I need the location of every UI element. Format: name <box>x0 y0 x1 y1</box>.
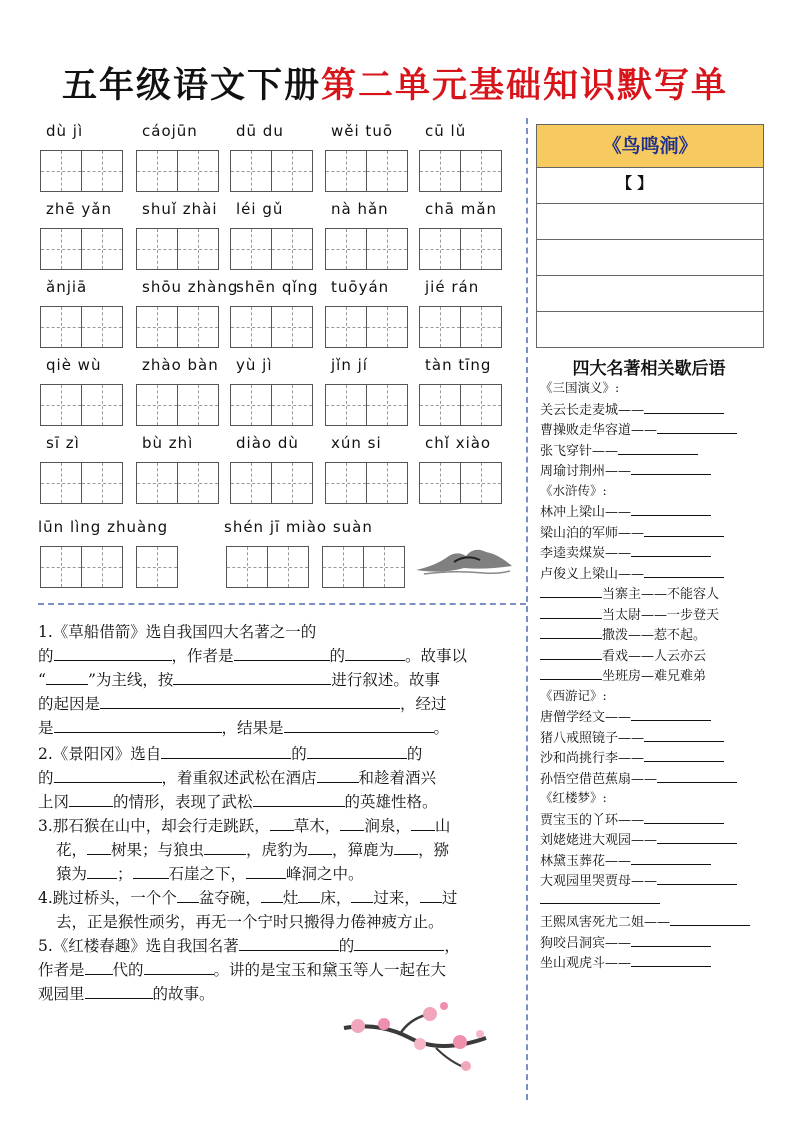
answer-blank[interactable] <box>657 831 737 844</box>
xiehouyu-item <box>540 583 719 602</box>
pinyin-label: dū du <box>236 122 284 140</box>
answer-blank[interactable] <box>631 462 711 475</box>
xiehouyu-text: 《西游记》: <box>540 687 607 703</box>
writing-box[interactable] <box>366 306 408 348</box>
question-5-line-3: 观园里 的故事。 <box>38 985 215 1003</box>
writing-box[interactable] <box>230 228 272 270</box>
writing-box-group[interactable] <box>136 384 218 426</box>
writing-box-group[interactable] <box>40 306 122 348</box>
pinyin-label: diào dù <box>236 434 299 452</box>
answer-blank[interactable] <box>644 811 724 824</box>
xiehouyu-text: 撒泼——惹不起。 <box>602 628 707 643</box>
poem-line[interactable] <box>537 312 763 347</box>
question-3-line-2: 花， 树果；与狼虫 ，虎豹为 ，獐鹿为 ，猕 <box>56 841 450 859</box>
answer-blank[interactable] <box>54 718 222 733</box>
xiehouyu-text: 李逵卖煤炭—— <box>540 546 632 561</box>
writing-box[interactable] <box>177 384 219 426</box>
answer-blank[interactable] <box>670 913 750 926</box>
answer-blank[interactable] <box>345 646 405 661</box>
writing-box[interactable] <box>271 228 313 270</box>
answer-blank[interactable] <box>173 670 331 685</box>
writing-box[interactable] <box>40 462 82 504</box>
pinyin-label: wěi tuō <box>331 122 393 140</box>
pinyin-label: dù jì <box>46 122 84 140</box>
answer-blank[interactable] <box>644 565 724 578</box>
book-category <box>540 788 607 806</box>
poem-line[interactable] <box>537 204 763 240</box>
question-4-line-1: 4.跳过桥头，一个个 盆夺碗， 灶 床， 过来， 过 <box>38 889 458 907</box>
writing-box[interactable] <box>81 546 123 588</box>
xiehouyu-item <box>540 850 711 869</box>
xiehouyu-text: 大观园里哭贾母—— <box>540 874 658 889</box>
writing-box-group[interactable] <box>419 228 501 270</box>
answer-blank[interactable] <box>631 708 711 721</box>
title-red: 第二单元基础知识默写单 <box>321 65 729 106</box>
pinyin-label: cū lǔ <box>425 122 467 140</box>
writing-box-group[interactable] <box>230 150 312 192</box>
answer-blank[interactable] <box>644 729 724 742</box>
answer-blank[interactable] <box>351 888 373 903</box>
xiehouyu-title: 四大名著相关歇后语 <box>572 359 726 379</box>
writing-box-group[interactable] <box>325 306 407 348</box>
answer-blank[interactable] <box>540 647 602 660</box>
answer-blank[interactable] <box>657 421 737 434</box>
answer-blank[interactable] <box>69 792 113 807</box>
xiehouyu-text: 《三国演义》: <box>540 380 620 395</box>
answer-blank[interactable] <box>261 888 283 903</box>
xiehouyu-item <box>540 419 737 438</box>
writing-box[interactable] <box>177 306 219 348</box>
answer-blank[interactable] <box>87 864 117 879</box>
xiehouyu-text: 刘姥姥进大观园—— <box>540 833 658 848</box>
writing-box[interactable] <box>81 462 123 504</box>
poem-title: 《鸟鸣涧》 <box>537 125 763 168</box>
writing-box[interactable] <box>230 150 272 192</box>
mountain-ink-icon <box>414 540 514 580</box>
horizontal-divider <box>38 603 526 605</box>
xiehouyu-item <box>540 542 711 561</box>
xiehouyu-item <box>540 727 724 746</box>
writing-box[interactable] <box>40 150 82 192</box>
xiehouyu-item <box>540 522 724 541</box>
xiehouyu-text: 关云长走麦城—— <box>540 402 645 418</box>
answer-blank[interactable] <box>46 670 88 685</box>
xiehouyu-text: 贾宝玉的丫环—— <box>540 812 645 828</box>
pinyin-label: sī zì <box>46 434 80 452</box>
xiehouyu-text: 《水浒传》: <box>540 482 607 498</box>
writing-box[interactable] <box>177 150 219 192</box>
answer-blank[interactable] <box>133 864 169 879</box>
writing-box[interactable] <box>81 306 123 348</box>
poem-line[interactable] <box>537 168 763 204</box>
writing-box-group[interactable] <box>230 462 312 504</box>
writing-box-group[interactable] <box>325 384 407 426</box>
pinyin-label: shén jī miào suàn <box>224 518 373 536</box>
writing-box[interactable] <box>271 462 313 504</box>
xiehouyu-text: 当太尉——一步登天 <box>602 607 720 623</box>
xiehouyu-text: 林黛玉葬花—— <box>540 853 632 869</box>
writing-box[interactable] <box>136 384 178 426</box>
answer-blank[interactable] <box>618 442 698 455</box>
writing-box[interactable] <box>325 150 367 192</box>
answer-blank[interactable] <box>144 960 214 975</box>
writing-box[interactable] <box>460 462 502 504</box>
xiehouyu-text: 坐班房—难兄难弟 <box>602 669 707 684</box>
xiehouyu-text: 王熙凤害死尤二姐—— <box>540 915 671 930</box>
writing-box-group[interactable] <box>40 150 122 192</box>
pinyin-label: tuōyán <box>331 278 390 296</box>
answer-blank[interactable] <box>54 646 172 661</box>
answer-blank[interactable] <box>540 626 602 639</box>
writing-box-group[interactable] <box>226 546 308 588</box>
writing-box[interactable] <box>136 306 178 348</box>
pinyin-label: chā mǎn <box>425 200 498 218</box>
xiehouyu-item <box>540 706 711 725</box>
writing-box-group[interactable] <box>40 462 122 504</box>
xiehouyu-text: 《红楼梦》: <box>540 790 607 805</box>
writing-box[interactable] <box>226 546 268 588</box>
writing-box[interactable] <box>271 150 313 192</box>
xiehouyu-item <box>540 768 737 787</box>
answer-blank[interactable] <box>340 816 364 831</box>
question-1-line-4: 的起因是 ，经过 <box>38 695 447 713</box>
writing-box-group[interactable] <box>136 150 218 192</box>
question-3-line-3: 猿为 ； 石崖之下， 峰洞之中。 <box>56 865 364 883</box>
xiehouyu-text: 曹操败走华容道—— <box>540 423 658 438</box>
xiehouyu-text: 周瑜讨荆州—— <box>540 464 632 479</box>
answer-blank[interactable] <box>284 718 434 733</box>
vertical-divider <box>526 118 528 1100</box>
writing-box-group[interactable] <box>230 228 312 270</box>
answer-blank[interactable] <box>631 954 711 967</box>
pinyin-label: zhē yǎn <box>46 200 112 218</box>
writing-box[interactable] <box>271 384 313 426</box>
xiehouyu-item <box>540 399 724 418</box>
answer-blank[interactable] <box>239 936 339 951</box>
writing-box[interactable] <box>419 306 461 348</box>
pinyin-label: jǐn jí <box>331 356 368 374</box>
answer-blank[interactable] <box>308 840 332 855</box>
writing-box[interactable] <box>136 228 178 270</box>
writing-box[interactable] <box>40 384 82 426</box>
writing-box[interactable] <box>366 384 408 426</box>
poem-line[interactable] <box>537 240 763 276</box>
question-5-line-2: 作者是 代的 。讲的是宝玉和黛玉等人一起在大 <box>38 961 447 979</box>
pinyin-label: tàn tīng <box>425 356 492 374</box>
pinyin-label: xún si <box>331 434 382 452</box>
answer-blank[interactable] <box>253 792 345 807</box>
question-4-line-2: 去，正是猴性顽劣，再无一个宁时只搬得力倦神疲方止。 <box>56 913 444 931</box>
writing-box-group[interactable] <box>322 546 404 588</box>
answer-blank[interactable] <box>540 606 602 619</box>
writing-box[interactable] <box>460 384 502 426</box>
poem-box <box>536 124 764 348</box>
writing-box-group[interactable] <box>136 306 218 348</box>
answer-blank[interactable] <box>100 694 400 709</box>
writing-box[interactable] <box>40 306 82 348</box>
writing-box-group[interactable] <box>419 462 501 504</box>
question-1-line-1: 1.《草船借箭》选自我国四大名著之一的 <box>38 623 317 641</box>
writing-box-group[interactable] <box>136 228 218 270</box>
xiehouyu-text: 唐僧学经文—— <box>540 710 632 725</box>
writing-box-group[interactable] <box>230 306 312 348</box>
xiehouyu-item <box>540 563 724 582</box>
question-3-line-1: 3.那石猴在山中，却会行走跳跃， 草木， 涧泉， 山 <box>38 817 451 835</box>
pinyin-label: chǐ xiào <box>425 434 492 452</box>
answer-blank[interactable] <box>657 872 737 885</box>
xiehouyu-item <box>540 911 750 930</box>
xiehouyu-text: 沙和尚挑行李—— <box>540 751 645 766</box>
xiehouyu-item <box>540 932 711 951</box>
writing-box[interactable] <box>230 306 272 348</box>
answer-blank[interactable] <box>234 646 330 661</box>
writing-box[interactable] <box>460 306 502 348</box>
plum-blossom-icon <box>340 998 490 1078</box>
writing-box[interactable] <box>230 384 272 426</box>
answer-blank[interactable] <box>354 936 444 951</box>
pinyin-label: ǎnjiā <box>46 278 88 296</box>
answer-blank[interactable] <box>631 503 711 516</box>
writing-box-group[interactable] <box>325 150 407 192</box>
writing-box[interactable] <box>267 546 309 588</box>
writing-box[interactable] <box>419 462 461 504</box>
writing-box[interactable] <box>325 228 367 270</box>
writing-box[interactable] <box>325 384 367 426</box>
xiehouyu-text: 梁山泊的军师—— <box>540 525 645 541</box>
xiehouyu-text: 林冲上梁山—— <box>540 505 632 520</box>
writing-box[interactable] <box>271 306 313 348</box>
xiehouyu-item <box>540 870 737 889</box>
answer-blank[interactable] <box>644 524 724 537</box>
writing-box[interactable] <box>363 546 405 588</box>
writing-box-group[interactable] <box>40 546 122 588</box>
xiehouyu-item <box>540 952 711 971</box>
writing-box[interactable] <box>136 546 178 588</box>
answer-blank[interactable] <box>540 891 660 904</box>
writing-box-group[interactable] <box>419 384 501 426</box>
xiehouyu-item <box>540 460 711 479</box>
writing-box[interactable] <box>81 228 123 270</box>
writing-box[interactable] <box>230 462 272 504</box>
writing-box[interactable] <box>325 462 367 504</box>
title-black: 五年级语文下册 <box>61 65 321 106</box>
answer-blank[interactable] <box>411 816 435 831</box>
writing-box-group[interactable] <box>40 228 122 270</box>
xiehouyu-text: 当寨主——不能容人 <box>602 587 720 602</box>
writing-box-group[interactable] <box>419 150 501 192</box>
question-1-line-3: “ ”为主线，按 进行叙述。故事 <box>38 671 440 689</box>
answer-blank[interactable] <box>246 864 286 879</box>
answer-blank[interactable] <box>644 401 724 414</box>
pinyin-label: lūn lìng zhuàng <box>38 518 169 536</box>
writing-box[interactable] <box>366 228 408 270</box>
book-category <box>540 378 619 396</box>
poem-line[interactable] <box>537 276 763 312</box>
writing-box[interactable] <box>325 306 367 348</box>
xiehouyu-item <box>540 665 706 684</box>
xiehouyu-text: 张飞穿针—— <box>540 443 619 459</box>
answer-blank[interactable] <box>540 585 602 598</box>
writing-box-group[interactable] <box>136 546 177 588</box>
writing-box[interactable] <box>40 228 82 270</box>
writing-box-group[interactable] <box>419 306 501 348</box>
writing-box-group[interactable] <box>136 462 218 504</box>
writing-box[interactable] <box>40 546 82 588</box>
writing-box[interactable] <box>460 228 502 270</box>
xiehouyu-item <box>540 891 660 908</box>
writing-box[interactable] <box>81 384 123 426</box>
book-category <box>540 481 607 499</box>
book-category <box>540 686 607 704</box>
answer-blank[interactable] <box>270 816 294 831</box>
page-title <box>0 58 790 108</box>
xiehouyu-item <box>540 809 724 828</box>
answer-blank[interactable] <box>161 744 291 759</box>
writing-box-group[interactable] <box>325 462 407 504</box>
pinyin-label: yù jì <box>236 356 273 374</box>
writing-box[interactable] <box>177 462 219 504</box>
answer-blank[interactable] <box>631 934 711 947</box>
answer-blank[interactable] <box>631 544 711 557</box>
writing-box[interactable] <box>419 228 461 270</box>
answer-blank[interactable] <box>394 840 418 855</box>
xiehouyu-item <box>540 747 724 766</box>
answer-blank[interactable] <box>420 888 442 903</box>
answer-blank[interactable] <box>631 852 711 865</box>
writing-box[interactable] <box>419 384 461 426</box>
writing-box[interactable] <box>322 546 364 588</box>
answer-blank[interactable] <box>87 840 111 855</box>
writing-box[interactable] <box>366 150 408 192</box>
pinyin-label: jié rán <box>425 278 480 296</box>
pinyin-label: shuǐ zhài <box>142 200 218 218</box>
writing-box-group[interactable] <box>325 228 407 270</box>
xiehouyu-item <box>540 440 698 459</box>
writing-box[interactable] <box>419 150 461 192</box>
writing-box[interactable] <box>136 150 178 192</box>
answer-blank[interactable] <box>657 770 737 783</box>
writing-box[interactable] <box>81 150 123 192</box>
xiehouyu-text: 看戏——人云亦云 <box>602 648 707 664</box>
answer-blank[interactable] <box>317 768 359 783</box>
question-1-line-2: 的 ，作者是 的 。故事以 <box>38 647 468 665</box>
answer-blank[interactable] <box>54 768 162 783</box>
pinyin-label: shēn qǐng <box>236 278 319 296</box>
xiehouyu-item <box>540 604 719 623</box>
writing-box[interactable] <box>460 150 502 192</box>
xiehouyu-text: 卢俊义上梁山—— <box>540 566 645 582</box>
xiehouyu-item <box>540 645 706 664</box>
pinyin-label: nà hǎn <box>331 200 389 218</box>
answer-blank[interactable] <box>204 840 246 855</box>
answer-blank[interactable] <box>307 744 407 759</box>
xiehouyu-item <box>540 624 706 643</box>
xiehouyu-text: 狗咬吕洞宾—— <box>540 935 632 951</box>
pinyin-label: zhào bàn <box>142 356 219 374</box>
xiehouyu-item <box>540 829 737 848</box>
writing-box[interactable] <box>177 228 219 270</box>
pinyin-label: shōu zhàng <box>142 278 239 296</box>
writing-box[interactable] <box>136 462 178 504</box>
answer-blank[interactable] <box>298 888 320 903</box>
answer-blank[interactable] <box>85 960 113 975</box>
question-1-line-5: 是 ，结果是 。 <box>38 719 450 737</box>
writing-box-group[interactable] <box>40 384 122 426</box>
xiehouyu-text: 坐山观虎斗—— <box>540 956 632 971</box>
answer-blank[interactable] <box>644 749 724 762</box>
xiehouyu-item <box>540 501 711 520</box>
answer-blank[interactable] <box>177 888 199 903</box>
question-5-line-1: 5.《红楼春趣》选自我国名著 的 ， <box>38 937 460 955</box>
xiehouyu-text: 孙悟空借芭蕉扇—— <box>540 771 658 787</box>
question-2-line-2: 的 ，着重叙述武松在酒店 和趁着酒兴 <box>38 769 437 787</box>
answer-blank[interactable] <box>85 984 153 999</box>
writing-box-group[interactable] <box>230 384 312 426</box>
pinyin-label: léi gǔ <box>236 200 284 218</box>
answer-blank[interactable] <box>540 667 602 680</box>
pinyin-label: bù zhì <box>142 434 194 452</box>
writing-box[interactable] <box>366 462 408 504</box>
pinyin-label: qiè wù <box>46 356 102 374</box>
pinyin-label: cáojūn <box>142 122 198 140</box>
question-2-line-3: 上冈 的情形，表现了武松 的英雄性格。 <box>38 793 438 811</box>
author-bracket: 【 】 <box>617 174 653 192</box>
question-2-line-1: 2.《景阳冈》选自 的 的 <box>38 745 423 763</box>
xiehouyu-text: 猪八戒照镜子—— <box>540 730 645 746</box>
